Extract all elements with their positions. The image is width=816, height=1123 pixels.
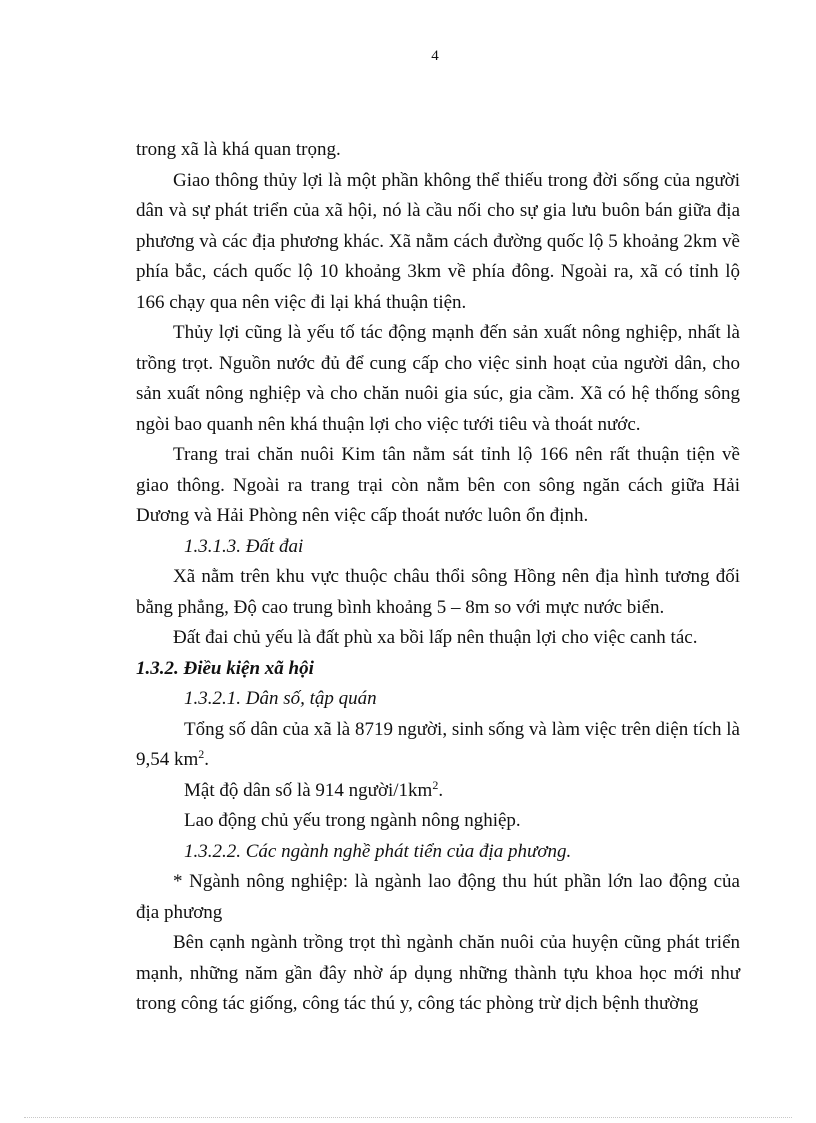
- paragraph: Xã nằm trên khu vực thuộc châu thổi sông Hồng nên địa hình tương đối bằng phẳng, Độ cao trung bình khoảng 5 – 8m so với mực nước biển.: [136, 566, 740, 618]
- paragraph: * Ngành nông nghiệp: là ngành lao động thu hút phần lớn lao động của địa phương: [136, 871, 740, 923]
- superscript: 2: [432, 777, 439, 792]
- page-bottom-rule: [24, 1117, 792, 1118]
- paragraph-end: .: [204, 749, 210, 770]
- paragraph: Đất đai chủ yếu là đất phù xa bồi lấp nên thuận lợi cho việc canh tác.: [173, 627, 698, 648]
- paragraph: Trang trai chăn nuôi Kim tân nằm sát tỉnh lộ 166 nên rất thuận tiện về giao thông. Ngoài ra trang trại còn nằm bên con sông ngăn cách giữa Hải Dương và Hải Phòng nên việc cấp thoát nước luôn ổn định.: [136, 444, 740, 526]
- paragraph: Giao thông thủy lợi là một phần không thể thiếu trong đời sống của người dân và sự phát triển của xã hội, nó là cầu nối cho sự gia lưu buôn bán giữa địa phương và các địa phương khác. Xã nằm cách đường quốc lộ 5 khoảng 2km về phía bắc, cách quốc lộ 10 khoảng 3km về phía đông. Ngoài ra, xã có tỉnh lộ 166 chạy qua nên việc đi lại khá thuận tiện.: [136, 169, 740, 313]
- paragraph: [136, 776, 740, 807]
- paragraph: Bên cạnh ngành trồng trọt thì ngành chăn nuôi của huyện cũng phát triển mạnh, những năm gần đây nhờ áp dụng những thành tựu khoa học mới như trong công tác giống, công tác thú y, công tác phòng trừ dịch bệnh thường: [136, 932, 740, 1014]
- document-body: [136, 135, 740, 1020]
- paragraph-text: Tổng số dân của xã là 8719 người, sinh sống và làm việc trên diện tích là 9,54 km: [136, 718, 740, 770]
- section-heading: 1.3.2.1. Dân số, tập quán: [184, 688, 377, 709]
- paragraph-end: .: [438, 779, 444, 801]
- paragraph: [136, 715, 740, 776]
- paragraph: Thủy lợi cũng là yếu tố tác động mạnh đến sản xuất nông nghiệp, nhất là trồng trọt. Nguồn nước đủ để cung cấp cho việc sinh hoạt của người dân, cho sản xuất nông nghiệp và cho chăn nuôi gia súc, gia cầm. Xã có hệ thống sông ngòi bao quanh nên khá thuận lợi cho việc tưới tiêu và thoát nước.: [136, 322, 740, 435]
- section-heading: 1.3.1.3. Đất đai: [184, 535, 304, 557]
- page-number: 4: [431, 48, 439, 64]
- paragraph-text: Mật độ dân số là 914 người/1km: [184, 779, 433, 801]
- paragraph: Lao động chủ yếu trong ngành nông nghiệp.: [184, 810, 521, 831]
- section-heading: 1.3.2.2. Các ngành nghề phát tiển của địa phương.: [184, 840, 572, 862]
- superscript: 2: [198, 747, 205, 761]
- paragraph: trong xã là khá quan trọng.: [136, 139, 341, 160]
- section-heading: 1.3.2. Điều kiện xã hội: [136, 657, 314, 679]
